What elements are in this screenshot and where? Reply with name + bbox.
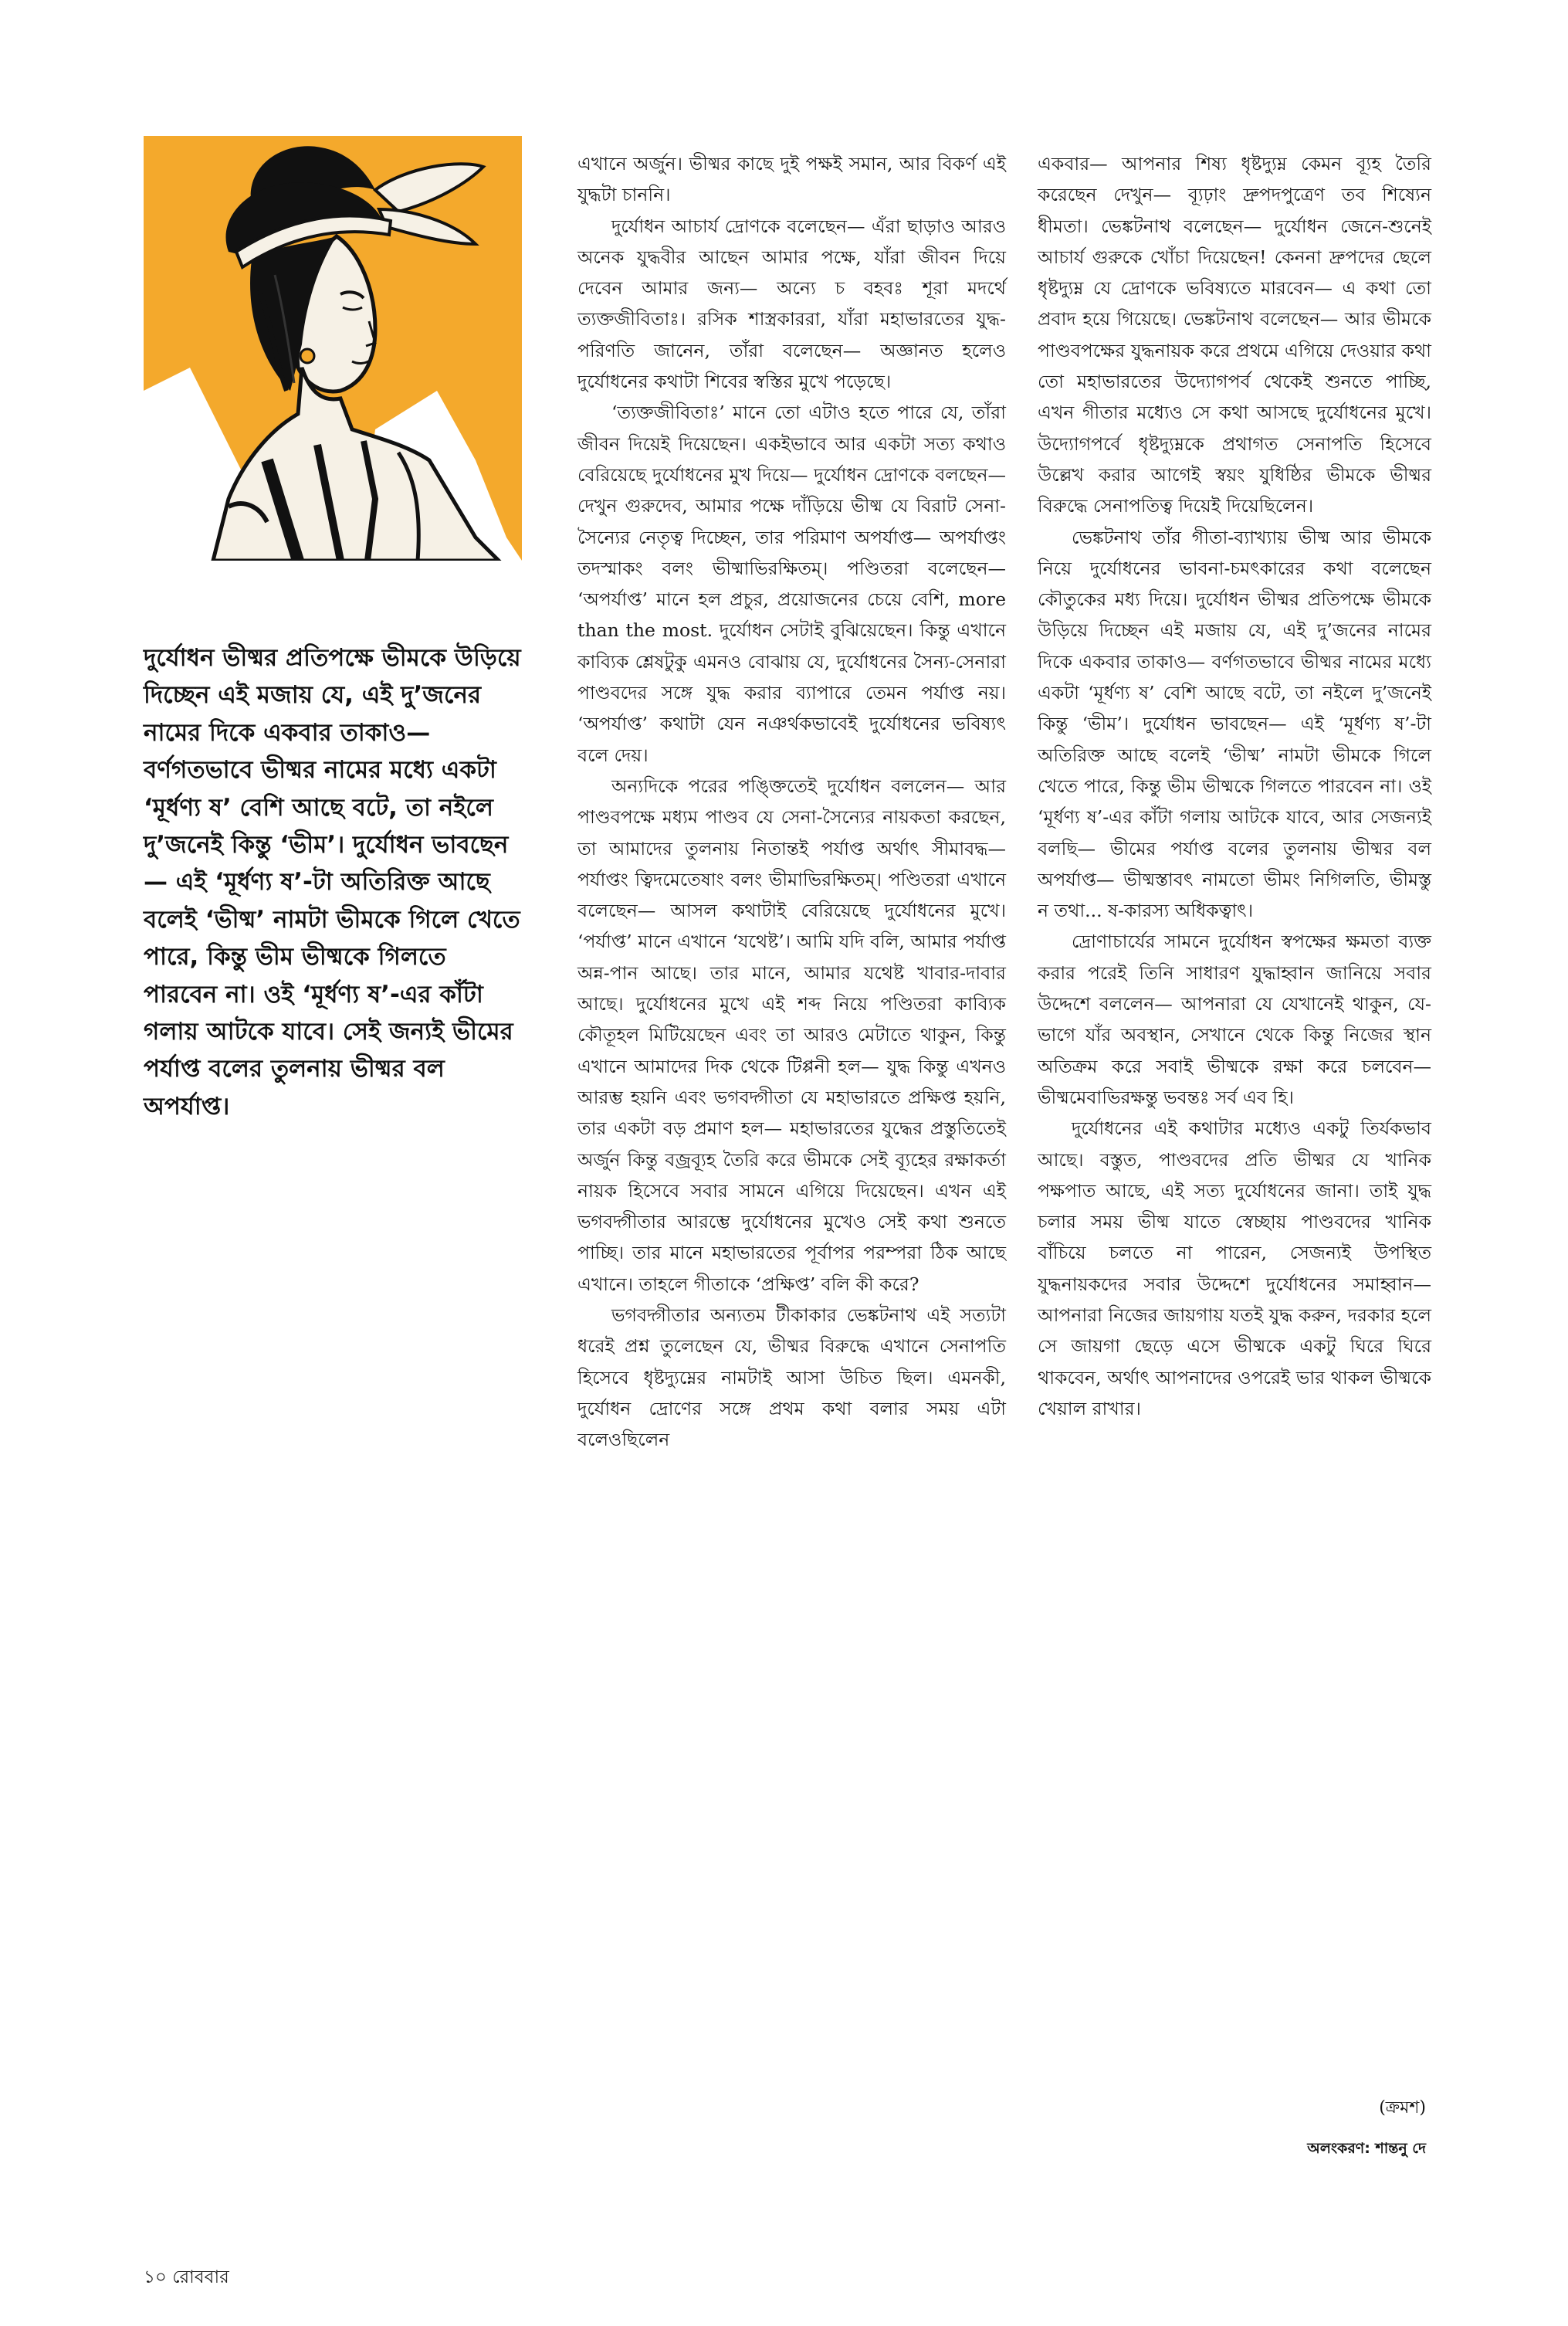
continued-note: (ক্রমশ) xyxy=(1379,2098,1426,2117)
pull-quote-text: দুর্যোধন ভীষ্মর প্রতিপক্ষে ভীমকে উড়িয়ে দিচ্ছেন এই মজায় যে, এই দু’জনের নামের দিকে একবার তাকাও— বর্ণগতভাবে ভীষ্মর নামের মধ্যে একটা ‘মূর্ধণ্য ষ’ বেশি আছে বটে, তা নইলে দু’জনেই কিন্তু ‘ভীম’। দুর্যোধন ভাবছেন— এই ‘মূর্ধণ্য ষ’-টা অতিরিক্ত আছে বলেই ‘ভীষ্ম’ নামটা ভীমকে গিলে খেতে পারে, কিন্তু ভীম ভীষ্মকে গিলতে পারবেন না। ওই ‘মূর্ধণ্য ষ’-এর কাঁটা গলায় আটকে যাবে। সেই জন্যই ভীমের পর্যাপ্ত বলের তুলনায় ভীষ্মর বল অপর্যাপ্ত। xyxy=(144,644,521,1121)
article-paragraph: ভেঙ্কটনাথ তাঁর গীতা-ব্যাখ্যায় ভীষ্ম আর ভীমকে নিয়ে দুর্যোধনের ভাবনা-চমৎকারের কথা বলেছেন কৌতুকের মধ্য দিয়ে। দুর্যোধন ভীষ্মর প্রতিপক্ষে ভীমকে উড়িয়ে দিচ্ছেন এই মজায় যে, এই দু’জনের নামের দিকে একবার তাকাও— বর্ণগতভাবে ভীষ্মর নামের মধ্যে একটা ‘মূর্ধণ্য ষ’ বেশি আছে বটে, তা নইলে দু’জনেই কিন্তু ‘ভীম’। দুর্যোধন ভাবছেন— এই ‘মূর্ধণ্য ষ’-টা অতিরিক্ত আছে বলেই ‘ভীষ্ম’ নামটা ভীমকে গিলে খেতে পারে, কিন্তু ভীম ভীষ্মকে গিলতে পারবেন না। ওই ‘মূর্ধণ্য ষ’-এর কাঁটা গলায় আটকে যাবে, আর সেজন্যই বলছি— ভীমের পর্যাপ্ত বলের তুলনায় ভীষ্মর বল অপর্যাপ্ত— ভীষ্মস্তাবৎ নামতো ভীমং নিগিলতি, ভীমস্তু ন তথা... ষ-কারস্য অধিকত্বাৎ। xyxy=(1038,526,1431,922)
article-paragraph: ভগবদ্গীতার অন্যতম টীকাকার ভেঙ্কটনাথ এই সত্যটা ধরেই প্রশ্ন তুলেছেন যে, ভীষ্মর বিরুদ্ধে এখানে সেনাপতি হিসেবে ধৃষ্টদ্যুম্নের নামটাই আসা উচিত ছিল। এমনকী, দুর্যোধন দ্রোণের সঙ্গে প্রথম কথা বলার সময় এটা বলেওছিলেন xyxy=(577,1304,1006,1451)
article-paragraph: একবার— আপনার শিষ্য ধৃষ্টদ্যুম্ন কেমন ব্যূহ তৈরি করেছেন দেখুন— ব্যূঢ়াং দ্রুপদপুত্রেণ তব শিষ্যেন ধীমতা। ভেঙ্কটনাথ বলেছেন— দুর্যোধন জেনে-শুনেই আচার্য গুরুকে খোঁচা দিয়েছেন! কেননা দ্রুপদের ছেলে ধৃষ্টদ্যুম্ন যে দ্রোণকে ভবিষ্যতে মারবেন— এ কথা তো প্রবাদ হয়ে গিয়েছে। ভেঙ্কটনাথ বলেছেন— আর ভীমকে পাণ্ডবপক্ষের যুদ্ধনায়ক করে প্রথমে এগিয়ে দেওয়ার কথা তো মহাভারতের উদ্যোগপর্ব থেকেই শুনতে পাচ্ছি, এখন গীতার মধ্যেও সে কথা আসছে দুর্যোধনের মুখে। উদ্যোগপর্বে ধৃষ্টদ্যুম্নকে প্রথাগত সেনাপতি হিসেবে উল্লেখ করার আগেই স্বয়ং যুধিষ্ঠির ভীমকে ভীষ্মর বিরুদ্ধে সেনাপতিত্ব দিয়েই দিয়েছিলেন। xyxy=(1038,153,1431,517)
article-paragraph: দুর্যোধনের এই কথাটার মধ্যেও একটু তির্যকভাব আছে। বস্তুত, পাণ্ডবদের প্রতি ভীষ্মর যে খানিক পক্ষপাত আছে, এই সত্য দুর্যোধনের জানা। তাই যুদ্ধ চলার সময় ভীষ্ম যাতে স্বেচ্ছায় পাণ্ডবদের খানিক বাঁচিয়ে চলতে না পারেন, সেজন্যই উপস্থিত যুদ্ধনায়কদের সবার উদ্দেশে দুর্যোধনের সমাহ্বান— আপনারা নিজের জায়গায় যতই যুদ্ধ করুন, দরকার হলে সে জায়গা ছেড়ে এসে ভীষ্মকে একটু ঘিরে ঘিরে থাকবেন, অর্থাৎ আপনাদের ওপরেই ভার থাকল ভীষ্মকে খেয়াল রাখার। xyxy=(1038,1117,1431,1419)
illustration-credit: অলংকরণ: শান্তনু দে xyxy=(1307,2140,1426,2157)
article-paragraph: দ্রোণাচার্যের সামনে দুর্যোধন স্বপক্ষের ক্ষমতা ব্যক্ত করার পরেই তিনি সাধারণ যুদ্ধাহ্বান জানিয়ে সবার উদ্দেশে বললেন— আপনারা যে যেখানেই থাকুন, যে-ভাগে যাঁর অবস্থান, সেখানে থেকে কিন্তু নিজের স্থান অতিক্রম করে সবাই ভীষ্মকে রক্ষা করে চলবেন— ভীষ্মমেবাভিরক্ষন্তু ভবন্তঃ সর্ব এব হি। xyxy=(1038,931,1431,1108)
pull-quote xyxy=(144,639,522,1125)
article-column-middle xyxy=(577,148,1006,1455)
page-footer: ১০ রোববার xyxy=(144,2267,229,2287)
article-paragraph: অন্যদিকে পরের পঙ্ক্তিতেই দুর্যোধন বললেন— আর পাণ্ডবপক্ষে মধ্যম পাণ্ডব যে সেনা-সৈন্যের নায়কতা করছেন, তা আমাদের তুলনায় নিতান্তই পর্যাপ্ত অর্থাৎ সীমাবদ্ধ— পর্যাপ্তং ত্বিদমেতেষাং বলং ভীমাভিরক্ষিতম্। পণ্ডিতরা এখানে বলেছেন— আসল কথাটাই বেরিয়েছে দুর্যোধনের মুখে। ‘পর্যাপ্ত’ মানে এখানে ‘যথেষ্ট’। আমি যদি বলি, আমার পর্যাপ্ত অন্ন-পান আছে। তার মানে, আমার যথেষ্ট খাবার-দাবার আছে। দুর্যোধনের মুখে এই শব্দ নিয়ে পণ্ডিতরা কাব্যিক কৌতূহল মিটিয়েছেন এবং তা আরও মেটাতে থাকুন, কিন্তু এখানে আমাদের দিক থেকে টিপ্পনী হল— যুদ্ধ কিন্তু এখনও আরম্ভ হয়নি এবং ভগবদ্গীতা যে মহাভারতে প্রক্ষিপ্ত হয়নি, তার একটা বড় প্রমাণ হল— মহাভারতের যুদ্ধের প্রস্তুতিতেই অর্জুন কিন্তু বজ্রব্যূহ তৈরি করে ভীমকে সেই ব্যূহের রক্ষাকর্তা নায়ক হিসেবে সবার সামনে এগিয়ে দিয়েছেন। এখন এই ভগবদ্গীতার আরম্ভে দুর্যোধনের মুখেও সেই কথা শুনতে পাচ্ছি। তার মানে মহাভারতের পূর্বাপর পরম্পরা ঠিক আছে এখানে। তাহলে গীতাকে ‘প্রক্ষিপ্ত’ বলি কী করে? xyxy=(577,775,1006,1295)
bhima-portrait-illustration xyxy=(144,136,522,561)
article-illustration xyxy=(144,136,522,561)
article-column-right xyxy=(1038,148,1431,1424)
article-paragraph: এখানে অর্জুন। ভীষ্মর কাছে দুই পক্ষই সমান, আর বিকর্ণ এই যুদ্ধটা চাননি। xyxy=(577,153,1006,206)
article-paragraph: ‘ত্যক্তজীবিতাঃ’ মানে তো এটাও হতে পারে যে, তাঁরা জীবন দিয়েই দিয়েছেন। একইভাবে আর একটা সত্য কথাও বেরিয়েছে দুর্যোধনের মুখ দিয়ে— দুর্যোধন দ্রোণকে বলছেন— দেখুন গুরুদেব, আমার পক্ষে দাঁড়িয়ে ভীষ্ম যে বিরাট সেনা-সৈন্যের নেতৃত্ব দিচ্ছেন, তার পরিমাণ অপর্যাপ্ত— অপর্যাপ্তং তদস্মাকং বলং ভীষ্মাভিরক্ষিতম্। পণ্ডিতরা বলেছেন— ‘অপর্যাপ্ত’ মানে হল প্রচুর, প্রয়োজনের চেয়ে বেশি, more than the most. দুর্যোধন সেটাই বুঝিয়েছেন। কিন্তু এখানে কাব্যিক শ্লেষটুকু এমনও বোঝায় যে, দুর্যোধনের সৈন্য-সেনারা পাণ্ডবদের সঙ্গে যুদ্ধ করার ব্যাপারে তেমন পর্যাপ্ত নয়। ‘অপর্যাপ্ত’ কথাটা যেন নঞর্থকভাবেই দুর্যোধনের ভবিষ্যৎ বলে দেয়। xyxy=(577,402,1006,766)
article-paragraph: দুর্যোধন আচার্য দ্রোণকে বলেছেন— এঁরা ছাড়াও আরও অনেক যুদ্ধবীর আছেন আমার পক্ষে, যাঁরা জীবন দিয়ে দেবেন আমার জন্য— অন্যে চ বহবঃ শূরা মদর্থে ত্যক্তজীবিতাঃ। রসিক শাস্ত্রকাররা, যাঁরা মহাভারতের যুদ্ধ-পরিণতি জানেন, তাঁরা বলেছেন— অজ্ঞানত হলেও দুর্যোধনের কথাটা শিবের স্বস্তির মুখে পড়েছে। xyxy=(577,215,1006,393)
